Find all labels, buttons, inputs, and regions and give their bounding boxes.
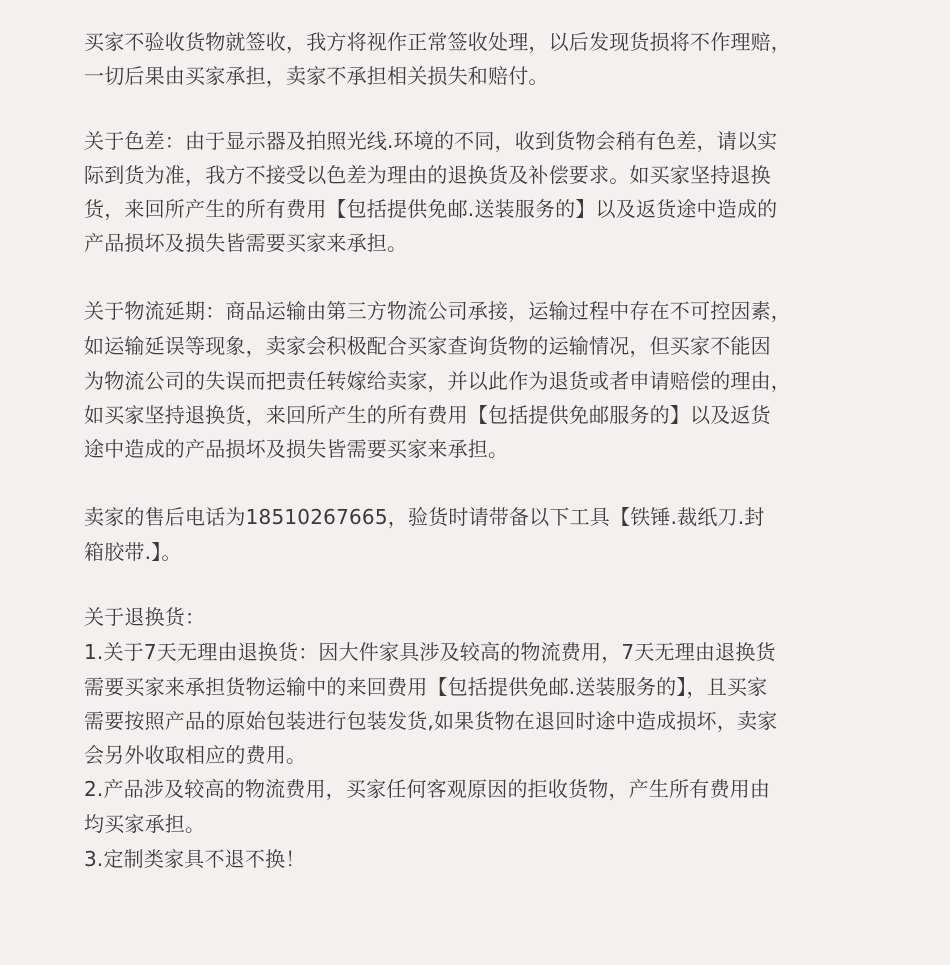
text-line: 关于物流延期：商品运输由第三方物流公司承接，运输过程中存在不可控因素， xyxy=(84,299,791,323)
text-line: 会另外收取相应的费用。 xyxy=(84,743,307,767)
text-line: 货，来回所产生的所有费用【包括提供免邮.送装服务的】以及返货途中造成的 xyxy=(84,197,778,221)
text-line: 际到货为准，我方不接受以色差为理由的退换货及补偿要求。如买家坚持退换 xyxy=(84,163,771,187)
text-line: 箱胶带.】。 xyxy=(84,540,182,564)
text-line: 1.关于7天无理由退换货：因大件家具涉及较高的物流费用，7天无理由退换货 xyxy=(84,640,776,664)
text-line: 需要买家来承担货物运输中的来回费用【包括提供免邮.送装服务的】，且买家 xyxy=(84,675,768,699)
text-line: 2.产品涉及较高的物流费用，买家任何客观原因的拒收货物，产生所有费用由 xyxy=(84,777,771,801)
text-line: 如买家坚持退换货，来回所产生的所有费用【包括提供免邮服务的】以及返货 xyxy=(84,403,771,427)
text-line: 需要按照产品的原始包装进行包装发货,如果货物在退回时途中造成损坏，卖家 xyxy=(84,709,778,733)
text-line: 如运输延误等现象，卖家会积极配合买家查询货物的运输情况，但买家不能因 xyxy=(84,334,771,358)
text-line: 为物流公司的失误而把责任转嫁给卖家，并以此作为退货或者申请赔偿的理由， xyxy=(84,369,791,393)
text-line: 途中造成的产品损坏及损失皆需要买家来承担。 xyxy=(84,437,509,461)
text-line: 产品损坏及损失皆需要买家来承担。 xyxy=(84,231,408,255)
text-line: 关于色差：由于显示器及拍照光线.环境的不同，收到货物会稍有色差，请以实 xyxy=(84,129,778,153)
section-heading: 关于退换货： xyxy=(84,605,206,629)
text-line: 买家不验收货物就签收，我方将视作正常签收处理，以后发现货损将不作理赔， xyxy=(84,30,791,54)
text-line: 均买家承担。 xyxy=(84,812,206,836)
text-line: 3.定制类家具不退不换！ xyxy=(84,847,306,871)
text-line: 卖家的售后电话为18510267665，验货时请带备以下工具【铁锤.裁纸刀.封 xyxy=(84,505,765,529)
text-line: 一切后果由买家承担，卖家不承担相关损失和赔付。 xyxy=(84,64,549,88)
